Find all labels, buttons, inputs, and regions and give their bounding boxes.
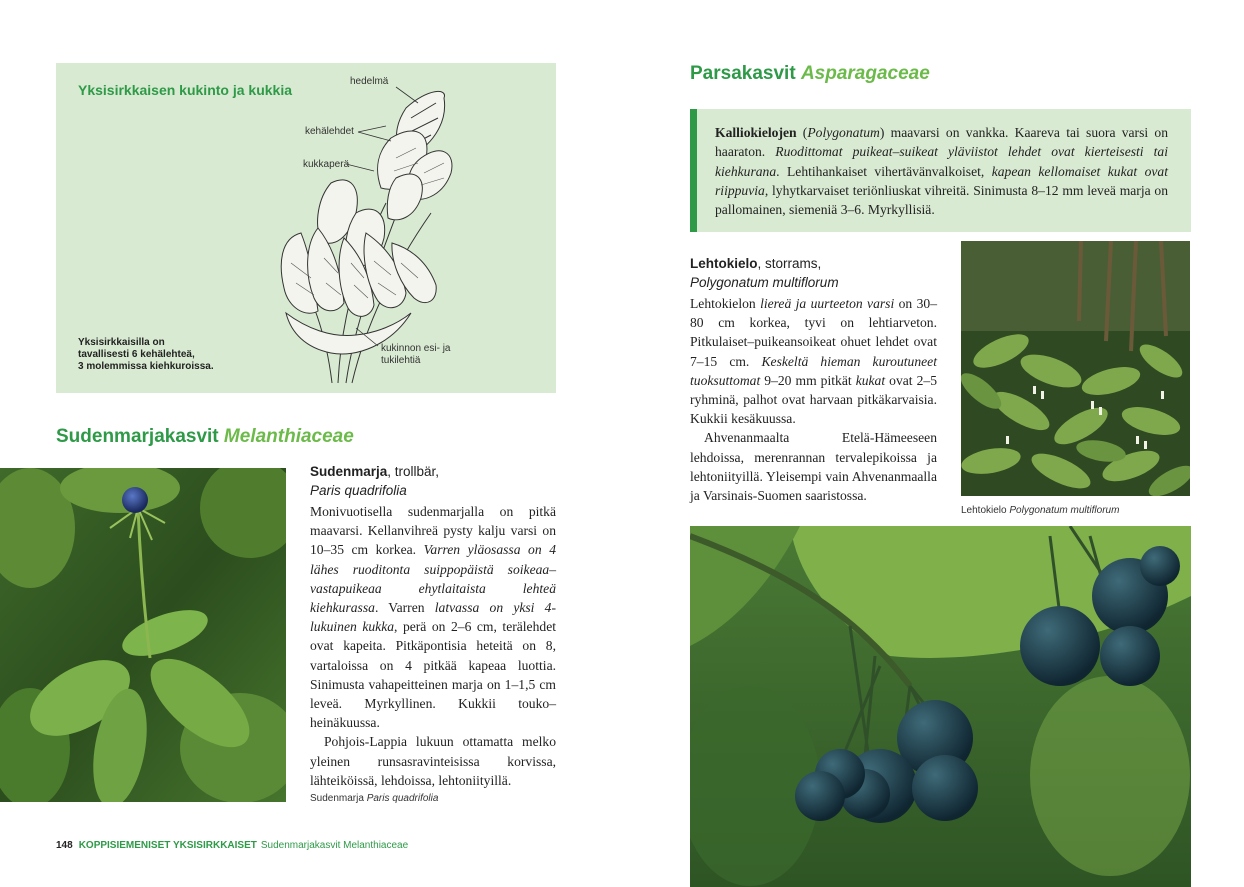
diagram-title: Yksisirkkaisen kukinto ja kukkia <box>78 82 293 98</box>
key-text-f: . Lehtihankaiset vihertävänvalkoiset, <box>776 163 992 179</box>
paris-swedish-name: , trollbär, <box>387 464 440 479</box>
right-section-heading <box>690 63 930 85</box>
label-pedicel: kukkaperä <box>303 159 350 170</box>
paris-photo-caption <box>310 793 438 804</box>
paris-paragraph-1 <box>310 502 556 732</box>
left-heading-family: Sudenmarjakasvit <box>56 426 219 447</box>
paris-description <box>310 502 556 790</box>
paris-caption-sci: Paris quadrifolia <box>366 793 439 804</box>
polygonatum-species-name <box>690 254 937 273</box>
paris-p1-b: Varren yläosassa on 4 lähes ruoditonta suippopäistä soikeaa–vastapuikeaa ehytlaitaista lehteä kiehkurassa <box>310 542 556 616</box>
polygonatum-swedish-name: , storrams, <box>757 256 822 271</box>
label-bracts-line2: tukilehtiä <box>381 355 421 366</box>
polygonatum-caption-name: Lehtokielo <box>961 505 1007 516</box>
right-heading-family: Parsakasvit <box>690 63 796 84</box>
diagram-caption-line3: 3 molemmissa kiehkuroissa. <box>78 361 214 372</box>
polygonatum-text-block <box>690 254 937 505</box>
paris-p1-d: latvassa on yksi 4-lukuinen kukka <box>310 600 556 635</box>
key-text-e: Ruodittomat puikeat–suikeat yläviistot lehdet ovat kierteisesti tai kiehkurana <box>715 144 1169 179</box>
paris-p1-a: Monivuotisella sudenmarjalla on pitkä maavarsi. Kellanvihreä pysty kalju varsi on 10–35 cm korkea. <box>310 504 556 558</box>
label-bracts <box>381 343 450 367</box>
label-fruit: hedelmä <box>350 76 389 87</box>
key-genus-sci: Polygonatum <box>807 125 880 140</box>
paris-species-name <box>310 462 556 481</box>
diagram-caption <box>78 337 248 373</box>
polygonatum-scientific-name: Polygonatum multiflorum <box>690 275 839 290</box>
paris-name: Sudenmarja <box>310 464 388 479</box>
poly-p1-d: Keskeltä hieman kuroutuneet tuoksuttomat <box>690 353 937 388</box>
poly-p1-f: kukat <box>855 372 886 388</box>
page-footer <box>56 840 408 851</box>
polygonatum-description <box>690 294 937 505</box>
poly-p1-e: 9–20 mm pitkät <box>760 372 856 388</box>
poly-p1-c: on 30–80 cm korkea, tyvi on lehtiarveton. Pitkulaiset–puikeansoikeat ohuet lehdet ovat 7–15 cm. <box>690 296 937 369</box>
polygonatum-paragraph-1 <box>690 294 937 428</box>
footer-subsection: Sudenmarjakasvit Melanthiaceae <box>260 840 409 851</box>
paris-quadrifolia-photo <box>0 468 286 802</box>
left-section-heading <box>56 426 354 448</box>
key-text <box>715 123 1168 219</box>
key-text-h: , lyhytkarvaiset teriönliuskat vihreitä. Sinimusta 8–12 mm leveä marja on pallomainen, siemeniä 3–6. Myrkyllisiä. <box>715 182 1168 218</box>
polygonatum-photo-caption <box>961 505 1119 516</box>
key-text-g: kapean kellomaiset kukat ovat riippuvia <box>715 163 1169 198</box>
footer-section: KOPPISIEMENISET YKSISIRKKAISET <box>78 840 257 851</box>
paris-p1-e: , perä on 2–6 cm, terälehdet ovat kapeita. Pitkäpontisia heteitä on 8, vartaloissa on 4 pitkää kapeaa luottia. Sinimusta vahapeitteinen marja on 1–1,5 cm leveä. Myrkyllinen. Kukkii touko–heinäkuussa. <box>310 619 556 731</box>
paris-p1-c: . Varren <box>374 600 435 616</box>
polygonatum-berries-photo <box>690 526 1191 887</box>
polygonatum-plant-photo <box>961 241 1190 496</box>
polygonatum-name: Lehtokielo <box>690 256 758 271</box>
polygonatum-paragraph-2: Ahvenanmaalta Etelä-Hämeeseen lehdoissa, merenrannan tervalepikoissa ja lehtoniityillä. Yleisempi vain Ahvenanmaalla ja Varsinais-Suomen saaristossa. <box>690 430 937 504</box>
page-number: 148 <box>56 840 73 851</box>
paris-caption-name: Sudenmarja <box>310 793 364 804</box>
key-genus: Kalliokielojen <box>715 125 797 140</box>
left-heading-scientific: Melanthiaceae <box>223 426 354 447</box>
paris-text-block <box>310 462 556 790</box>
right-heading-scientific: Asparagaceae <box>800 63 930 84</box>
diagram-caption-line2: tavallisesti 6 kehälehteä, <box>78 349 195 360</box>
key-paren-open: ( <box>796 125 808 140</box>
label-bracts-line1: kukinnon esi- ja <box>381 343 451 354</box>
diagram-caption-line1: Yksisirkkaisilla on <box>78 337 165 348</box>
key-accent-bar <box>690 109 697 232</box>
inflorescence-diagram-box <box>56 63 556 393</box>
poly-p1-g: ovat 2–5 ryhminä, palhot ovat harvaan pitkäkarvaisia. Kukkii kesäkuussa. <box>690 372 938 427</box>
paris-paragraph-2: Pohjois-Lappia lukuun ottamatta melko yleinen runsasravinteisissa korvissa, lähteiköissä, lehdoissa, lehtoniityillä. <box>310 734 556 788</box>
polygonatum-key-box <box>690 109 1191 232</box>
poly-p1-a: Lehtokielon <box>690 296 761 311</box>
paris-scientific-name: Paris quadrifolia <box>310 483 407 498</box>
key-text-d: ) maavarsi on vankka. Kaareva tai suora varsi on haaraton. <box>715 125 1168 160</box>
label-tepals: kehälehdet <box>305 126 354 137</box>
poly-p1-b: liereä ja uurteeton varsi <box>760 296 895 311</box>
polygonatum-caption-sci: Polygonatum multiflorum <box>1009 505 1120 516</box>
